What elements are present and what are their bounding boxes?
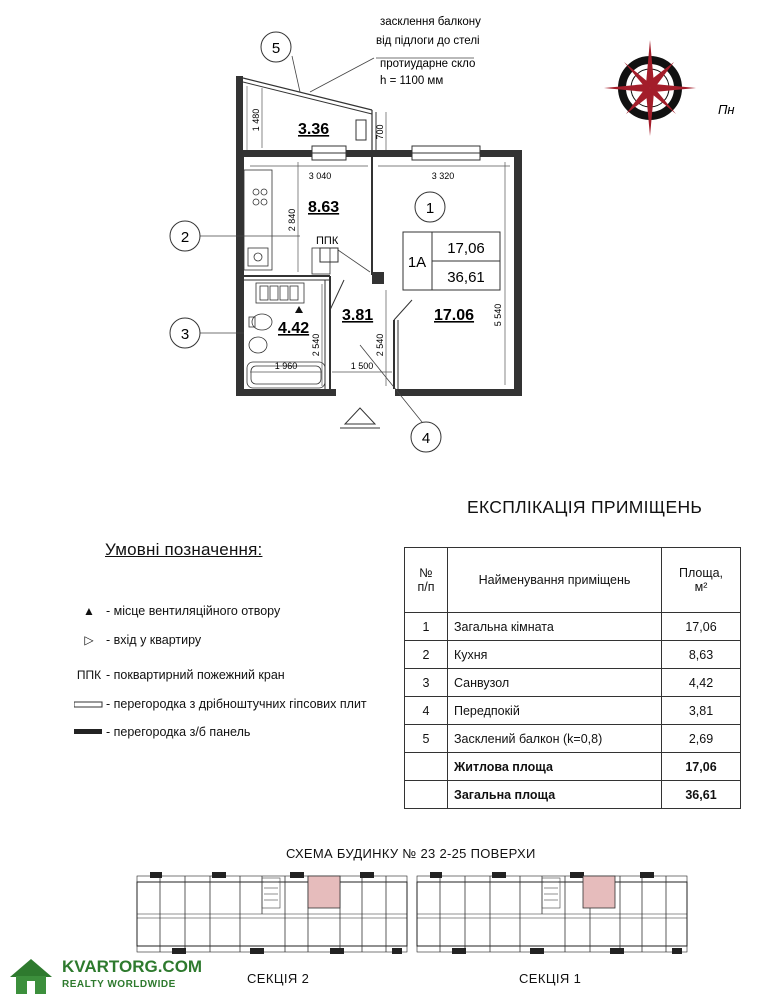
dim-1960: 1 960 — [274, 361, 298, 371]
cell-name: Кухня — [448, 641, 662, 669]
compass-rose — [598, 38, 738, 138]
area-living: 17.06 — [434, 307, 475, 324]
explication-table — [404, 547, 741, 809]
header-num: № п/п — [405, 548, 448, 613]
header-area: Площа, м² — [662, 548, 741, 613]
area-bathroom: 4.42 — [278, 320, 310, 337]
north-label: Пн — [718, 102, 735, 117]
apartment-type: 1А — [407, 254, 427, 271]
ventilation-marker — [295, 306, 303, 313]
highlight-apartment-section-2 — [308, 876, 340, 908]
callout-2: 2 — [180, 229, 190, 246]
dim-2540-hall: 2 540 — [375, 333, 385, 357]
cell-num: 3 — [405, 669, 448, 697]
dim-2540-bath: 2 540 — [311, 333, 321, 357]
interior-partitions — [244, 157, 412, 389]
impact-glass-note-1: протиударне скло — [380, 58, 476, 70]
legend-text: - перегородка з/б панель — [106, 725, 251, 739]
legend-text: - поквартирний пожежний кран — [106, 668, 285, 682]
partition-symbols — [74, 698, 104, 738]
area-hallway: 3.81 — [342, 307, 374, 324]
callout-1: 1 — [425, 200, 435, 217]
cell-area: 8,63 — [662, 641, 741, 669]
callout-5: 5 — [271, 40, 281, 57]
header-name: Найменування приміщень — [448, 548, 662, 613]
cell-area: 2,69 — [662, 725, 741, 753]
explication-title: ЕКСПЛІКАЦІЯ ПРИМІЩЕНЬ — [467, 497, 703, 517]
cell-num — [405, 753, 448, 781]
cell-num: 1 — [405, 613, 448, 641]
cell-num: 4 — [405, 697, 448, 725]
legend-text: - перегородка з дрібноштучних гіпсових плит — [106, 697, 367, 711]
legend-item-gypsum-partition — [72, 697, 367, 711]
dim-700: 700 — [375, 124, 385, 140]
dim-2840: 2 840 — [287, 208, 297, 232]
area-kitchen: 8.63 — [308, 199, 340, 216]
balcony-glazing-note-2: від підлоги до стелі — [376, 35, 480, 47]
table-row — [405, 697, 741, 725]
entrance-icon: ▷ — [84, 633, 94, 647]
watermark-main: KVARTORG.COM — [62, 957, 203, 976]
legend-title: Умовні позначення: — [105, 540, 263, 559]
cell-area: 36,61 — [662, 781, 741, 809]
cell-area: 17,06 — [662, 753, 741, 781]
ppk-box — [320, 248, 338, 262]
cell-name: Загальна кімната — [448, 613, 662, 641]
cell-name: Загальна площа — [448, 781, 662, 809]
table-header-row — [405, 548, 741, 613]
dim-1480: 1 480 — [251, 108, 261, 132]
cell-num — [405, 781, 448, 809]
legend-item-ventilation — [72, 604, 280, 618]
table-row — [405, 613, 741, 641]
leader-lines — [200, 56, 422, 422]
section-1-label: СЕКЦІЯ 1 — [519, 971, 582, 986]
dim-5540: 5 540 — [493, 303, 503, 327]
dim-1500: 1 500 — [350, 361, 374, 371]
callout-3: 3 — [180, 326, 190, 343]
building-scheme — [0, 862, 770, 962]
table-row — [405, 725, 741, 753]
scheme-title: СХЕМА БУДИНКУ № 23 2-25 ПОВЕРХИ — [286, 846, 536, 861]
legend-item-ppk — [72, 668, 285, 682]
apartment-living-area: 17,06 — [447, 240, 485, 257]
cell-name: Санвузол — [448, 669, 662, 697]
callout-4: 4 — [421, 430, 431, 447]
entrance-marker — [340, 408, 380, 428]
highlight-apartment-section-1 — [583, 876, 615, 908]
house-logo-icon — [6, 955, 56, 997]
legend-item-entrance — [72, 633, 201, 647]
ventilation-icon: ▲ — [83, 604, 95, 618]
cell-name: Засклений балкон (k=0,8) — [448, 725, 662, 753]
ppk-label: ППК — [316, 235, 339, 247]
table-row — [405, 641, 741, 669]
balcony-glazing-note-1: засклення балкону — [380, 16, 481, 28]
impact-glass-note-2: h = 1100 мм — [380, 75, 444, 87]
cell-area: 4,42 — [662, 669, 741, 697]
dim-3040: 3 040 — [308, 171, 332, 181]
section-2-label: СЕКЦІЯ 2 — [247, 971, 310, 986]
legend-text: - місце вентиляційного отвору — [106, 604, 281, 618]
apartment-total-area: 36,61 — [447, 269, 485, 286]
table-total-row — [405, 753, 741, 781]
watermark-sub: REALTY WORLDWIDE — [62, 979, 176, 990]
table-total-row — [405, 781, 741, 809]
ppk-symbol: ППК — [76, 668, 102, 682]
cell-name: Житлова площа — [448, 753, 662, 781]
cell-area: 3,81 — [662, 697, 741, 725]
legend-text: - вхід у квартиру — [106, 633, 202, 647]
cell-name: Передпокій — [448, 697, 662, 725]
cell-area: 17,06 — [662, 613, 741, 641]
cell-num: 2 — [405, 641, 448, 669]
watermark — [6, 955, 203, 997]
cell-num: 5 — [405, 725, 448, 753]
dim-3320: 3 320 — [431, 171, 455, 181]
area-balcony: 3.36 — [298, 121, 330, 138]
table-row — [405, 669, 741, 697]
